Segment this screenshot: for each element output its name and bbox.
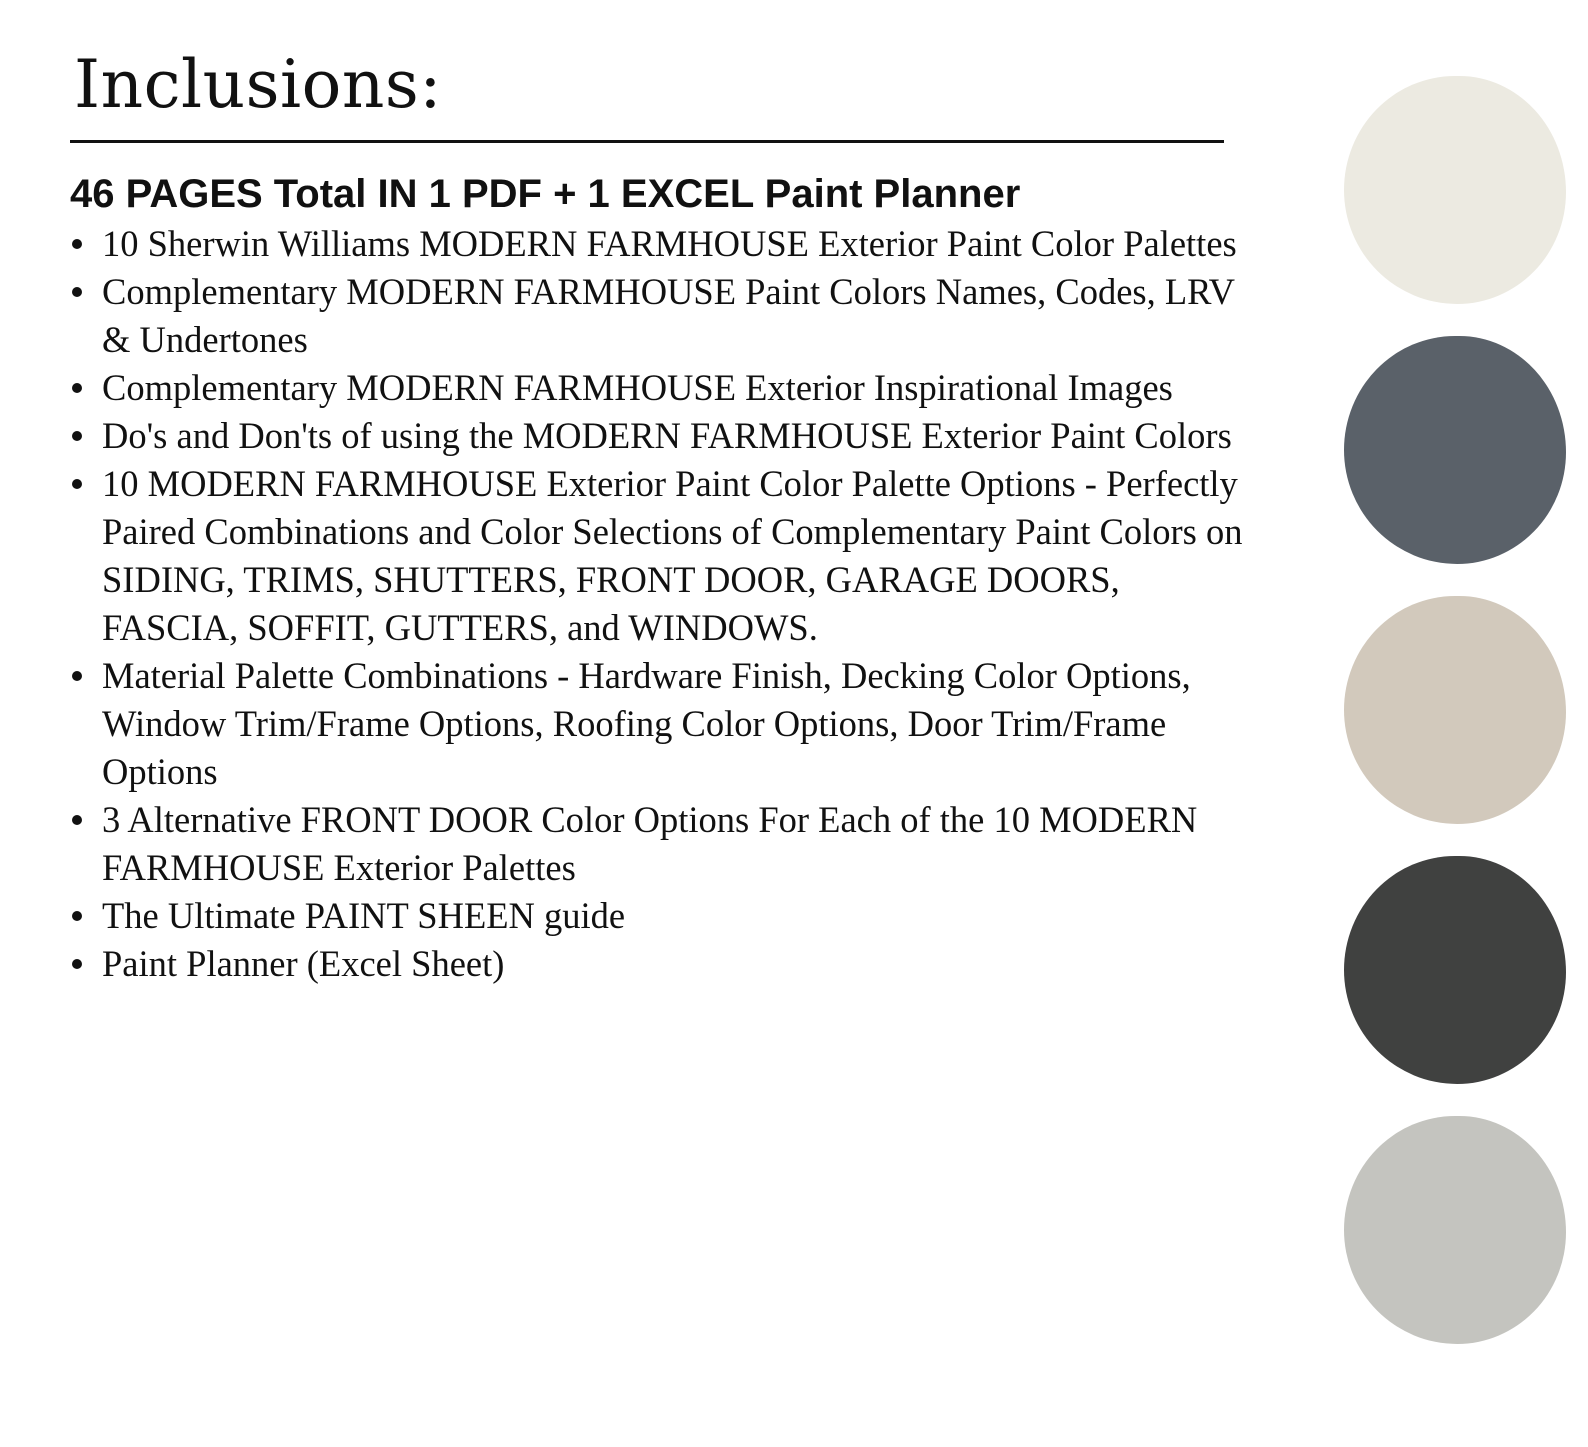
list-item-text: 10 Sherwin Williams MODERN FARMHOUSE Exterior Paint Color Palettes [102,223,1237,264]
subtitle: 46 PAGES Total IN 1 PDF + 1 EXCEL Paint Planner [70,172,1021,216]
list-item [70,796,1245,892]
list-item [70,268,1245,364]
title-divider [70,140,1224,143]
inclusions-list [70,220,1245,988]
bullet-icon [72,431,82,441]
bullet-icon [72,815,82,825]
paint-swatch [1344,856,1566,1084]
paint-swatch [1344,596,1566,824]
list-item [70,220,1245,268]
page-title: Inclusions: [74,46,442,123]
list-item [70,364,1245,412]
list-item-text: Paint Planner (Excel Sheet) [102,943,505,984]
list-item-text: Do's and Don'ts of using the MODERN FARMHOUSE Exterior Paint Colors [102,415,1232,456]
bullet-icon [72,287,82,297]
bullet-icon [72,671,82,681]
list-item-text: 10 MODERN FARMHOUSE Exterior Paint Color Palette Options - Perfectly Paired Combinations and Color Selections of Complementary Paint Colors on SIDING, TRIMS, SHUTTERS, FRONT DOOR, GARAGE DOORS, FASCIA, SOFFIT, GUTTERS, and WINDOWS. [102,463,1243,648]
list-item [70,940,1245,988]
bullet-icon [72,911,82,921]
list-item [70,892,1245,940]
bullet-icon [72,959,82,969]
list-item-text: Complementary MODERN FARMHOUSE Paint Colors Names, Codes, LRV & Undertones [102,271,1235,360]
paint-swatch [1344,1116,1566,1344]
bullet-icon [72,239,82,249]
list-item-text: The Ultimate PAINT SHEEN guide [102,895,626,936]
list-item [70,412,1245,460]
list-item [70,652,1245,796]
list-item-text: Material Palette Combinations - Hardware Finish, Decking Color Options, Window Trim/Frame Options, Roofing Color Options, Door Trim/Frame Options [102,655,1191,792]
list-item-text: Complementary MODERN FARMHOUSE Exterior Inspirational Images [102,367,1173,408]
paint-swatch [1344,76,1566,304]
list-item [70,460,1245,652]
paint-swatch [1344,336,1566,564]
bullet-icon [72,479,82,489]
list-item-text: 3 Alternative FRONT DOOR Color Options For Each of the 10 MODERN FARMHOUSE Exterior Palettes [102,799,1198,888]
bullet-icon [72,383,82,393]
